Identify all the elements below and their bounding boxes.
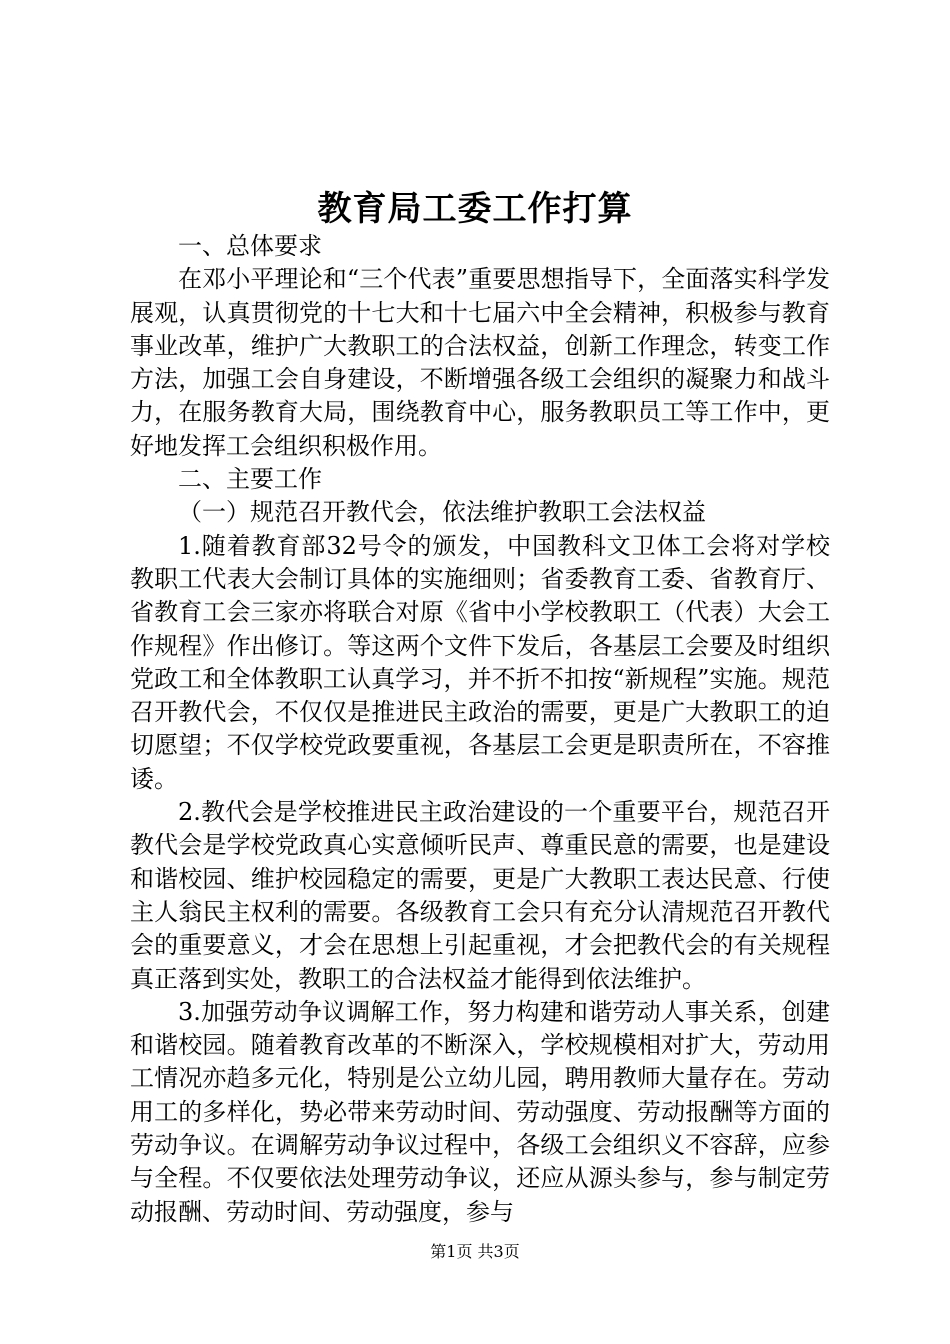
- body-paragraph: 在邓小平理论和“三个代表”重要思想指导下，全面落实科学发展观，认真贯彻党的十七大和十七届六中全会精神，积极参与教育事业改革，维护广大教职工的合法权益，创新工作理念，转变工作方法，加强工会自身建设，不断增强各级工会组织的凝聚力和战斗力，在服务教育大局，围绕教育中心，服务教职员工等工作中，更好地发挥工会组织积极作用。: [130, 265, 830, 460]
- body-paragraph: 2.教代会是学校推进民主政治建设的一个重要平台，规范召开教代会是学校党政真心实意倾听民声、尊重民意的需要，也是建设和谐校园、维护校园稳定的需要，更是广大教职工表达民意、行使主人翁民主权利的需要。各级教育工会只有充分认清规范召开教代会的重要意义，才会在思想上引起重视，才会把教代会的有关规程真正落到实处，教职工的合法权益才能得到依法维护。: [130, 798, 830, 993]
- body-paragraph: 3.加强劳动争议调解工作，努力构建和谐劳动人事关系，创建和谐校园。随着教育改革的不断深入，学校规模相对扩大，劳动用工情况亦趋多元化，特别是公立幼儿园，聘用教师大量存在。劳动用工的多样化，势必带来劳动时间、劳动强度、劳动报酬等方面的劳动争议。在调解劳动争议过程中，各级工会组织义不容辞，应参与全程。不仅要依法处理劳动争议，还应从源头参与，参与制定劳动报酬、劳动时间、劳动强度，参与: [130, 997, 830, 1226]
- section-heading: 一、总体要求: [178, 232, 322, 260]
- document-title: 教育局工委工作打算: [317, 189, 633, 229]
- subsection-heading: （一）规范召开教代会，依法维护教职工会法权益: [178, 498, 706, 527]
- document-body: [130, 230, 830, 1229]
- page-number: 第1页 共3页: [430, 1242, 520, 1261]
- section-heading: 二、主要工作: [178, 465, 322, 494]
- body-paragraph: 1.随着教育部32号令的颁发，中国教科文卫体工会将对学校教职工代表大会制订具体的实施细则；省委教育工委、省教育厅、省教育工会三家亦将联合对原《省中小学校教职工（代表）大会工作规程》作出修订。等这两个文件下发后，各基层工会要及时组织党政工和全体教职工认真学习，并不折不扣按“新规程”实施。规范召开教代会，不仅仅是推进民主政治的需要，更是广大教职工的迫切愿望；不仅学校党政要重视，各基层工会更是职责所在，不容推诿。: [130, 531, 830, 793]
